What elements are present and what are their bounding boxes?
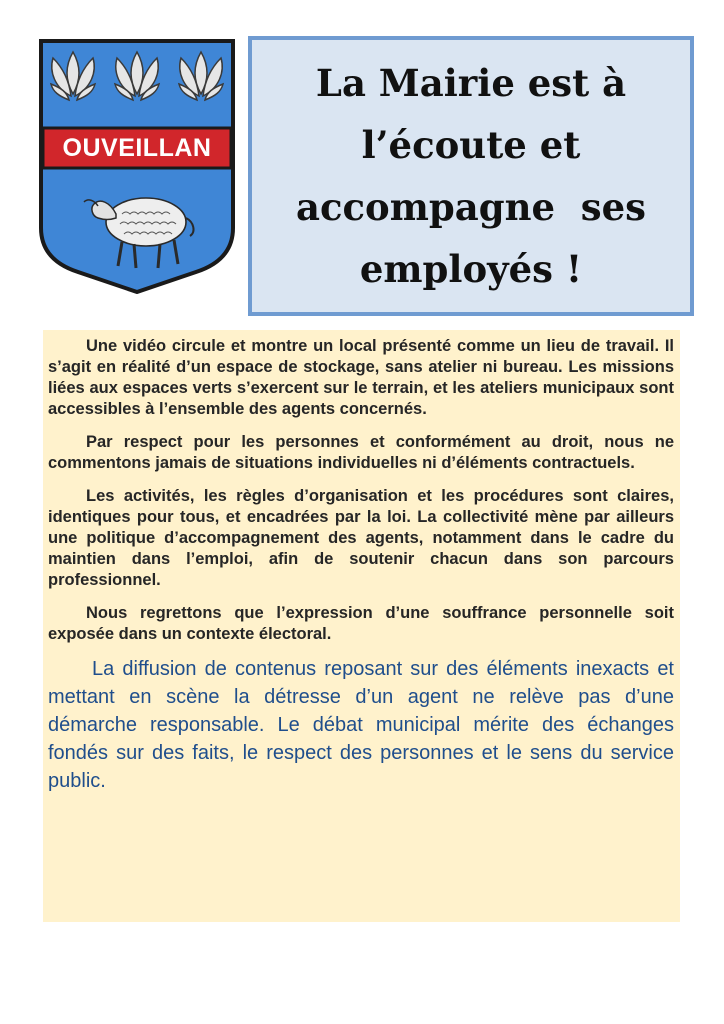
headline-line: employés !: [359, 247, 583, 291]
paragraph: Par respect pour les personnes et conformément au droit, nous ne commentons jamais de situations individuelles ni d’éléments contractuels.: [48, 433, 674, 472]
flower-icon: [51, 52, 223, 100]
paragraph: Les activités, les règles d’organisation et les procédures sont claires, identiques pour tous, et encadrées par la loi. La collectivité mène par ailleurs une politique d’accompagnement des agents, notamment dans le cadre du maintien dans l’emploi, afin de soutenir chacun dans son parcours professionnel.: [48, 487, 674, 589]
headline-line: accompagne ses: [296, 185, 646, 229]
shield-icon: [38, 38, 236, 294]
headline-box: [248, 36, 694, 316]
paragraph: Une vidéo circule et montre un local présenté comme un lieu de travail. Il s’agit en réalité d’un espace de stockage, sans atelier ni bureau. Les missions liées aux espaces verts s’exercent sur le terrain, et les ateliers municipaux sont accessibles à l’ensemble des agents concernés.: [48, 337, 674, 418]
headline-line: La Mairie est à: [315, 61, 627, 105]
statement-body: [43, 330, 680, 922]
headline: [261, 52, 681, 300]
town-name: OUVEILLAN: [62, 133, 212, 162]
paragraph: Nous regrettons que l’expression d’une souffrance personnelle soit exposée dans un contexte électoral.: [48, 604, 674, 643]
town-crest: [38, 38, 236, 294]
highlight-paragraph: La diffusion de contenus reposant sur des éléments inexacts et mettant en scène la détresse d’un agent ne relève pas d’une démarche responsable. Le débat municipal mérite des échanges fondés sur des faits, le respect des personnes et le sens du service public.: [48, 658, 674, 792]
headline-line: l’écoute et: [361, 123, 581, 167]
